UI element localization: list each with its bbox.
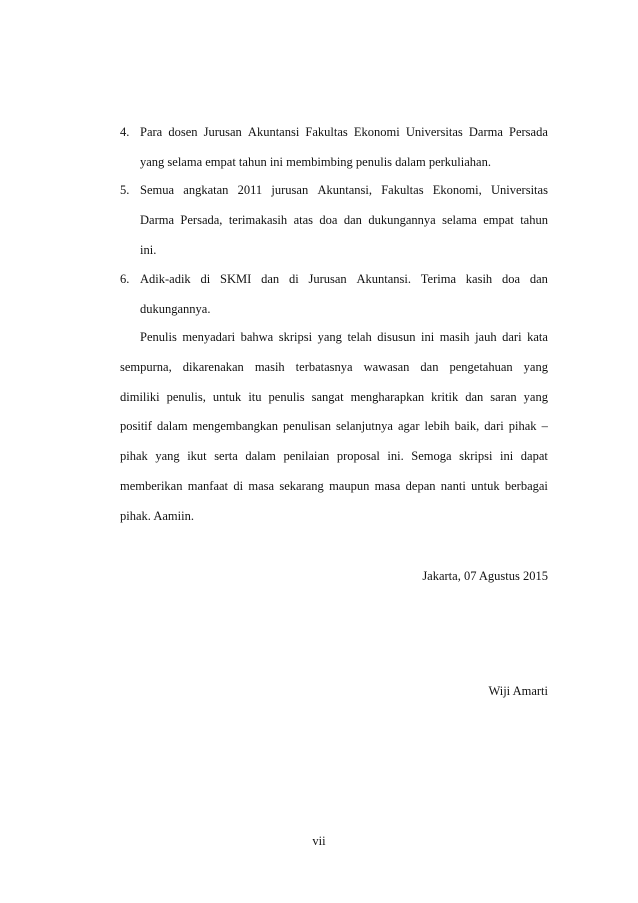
word: selanjutnya bbox=[336, 419, 393, 433]
word: Semoga bbox=[411, 449, 452, 463]
list-number: 6. bbox=[120, 272, 130, 286]
word: Fakultas bbox=[305, 125, 348, 139]
list-number: 5. bbox=[120, 183, 130, 197]
word: Para bbox=[140, 125, 163, 139]
word: – bbox=[541, 419, 548, 433]
word: nanti bbox=[440, 479, 466, 493]
word: sangat bbox=[311, 390, 344, 404]
word: skripsi bbox=[459, 449, 493, 463]
word: Universitas bbox=[491, 183, 548, 197]
paragraph-line bbox=[120, 359, 548, 375]
word: itu bbox=[248, 390, 262, 404]
word: dapat bbox=[520, 449, 548, 463]
list-line: yang selama empat tahun ini membimbing penulis dalam perkuliahan. bbox=[140, 155, 491, 169]
list-line: ini. bbox=[140, 243, 157, 257]
word: dari bbox=[502, 330, 522, 344]
word: ikut bbox=[187, 449, 207, 463]
paragraph-line bbox=[120, 448, 548, 464]
word: Terima bbox=[420, 272, 456, 286]
word: masih bbox=[254, 360, 285, 374]
word: sempurna, bbox=[120, 360, 172, 374]
word: dan bbox=[465, 390, 484, 404]
word: jurusan bbox=[271, 183, 309, 197]
word: skripsi bbox=[278, 330, 313, 344]
word: telah bbox=[347, 330, 372, 344]
list-line: dukungannya. bbox=[140, 302, 211, 316]
word: disusun bbox=[377, 330, 416, 344]
word: masa bbox=[374, 479, 401, 493]
word: mengharapkan bbox=[350, 390, 425, 404]
word: selama bbox=[442, 213, 477, 227]
word: Adik-adik bbox=[140, 272, 191, 286]
word: doa bbox=[319, 213, 338, 227]
word: dan bbox=[261, 272, 280, 286]
word: menyadari bbox=[182, 330, 236, 344]
signatory-name: Wiji Amarti bbox=[488, 684, 548, 698]
word: doa bbox=[501, 272, 521, 286]
word: Persada bbox=[509, 125, 548, 139]
word: agar bbox=[397, 419, 420, 433]
word: penulisan bbox=[283, 419, 331, 433]
place-date: Jakarta, 07 Agustus 2015 bbox=[422, 569, 548, 583]
word: Universitas bbox=[405, 125, 463, 139]
word: Ekonomi, bbox=[432, 183, 482, 197]
word: Akuntansi bbox=[247, 125, 300, 139]
word: Fakultas bbox=[381, 183, 424, 197]
word: bahwa bbox=[240, 330, 274, 344]
list-line bbox=[140, 124, 548, 140]
word: untuk bbox=[212, 390, 242, 404]
word: dalam bbox=[245, 449, 276, 463]
word: di bbox=[288, 272, 299, 286]
word: Penulis bbox=[140, 330, 177, 344]
word: Jurusan bbox=[203, 125, 242, 139]
word: pihak bbox=[120, 449, 148, 463]
word: pihak bbox=[508, 419, 537, 433]
word: ini bbox=[420, 330, 435, 344]
word: di bbox=[233, 479, 244, 493]
word: penulis bbox=[268, 390, 305, 404]
word: dukungannya bbox=[368, 213, 436, 227]
word: dari bbox=[484, 419, 504, 433]
word: Persada, bbox=[180, 213, 223, 227]
word: wawasan bbox=[363, 360, 410, 374]
word: mengembangkan bbox=[192, 419, 278, 433]
word: angkatan bbox=[183, 183, 229, 197]
word: memberikan bbox=[120, 479, 183, 493]
word: terimakasih bbox=[228, 213, 288, 227]
list-line bbox=[140, 182, 548, 198]
word: SKMI bbox=[220, 272, 252, 286]
word: sekarang bbox=[279, 479, 324, 493]
word: Ekonomi bbox=[353, 125, 400, 139]
word: masih bbox=[439, 330, 470, 344]
paragraph-line bbox=[120, 389, 548, 405]
word: depan bbox=[405, 479, 436, 493]
word: dan bbox=[343, 213, 362, 227]
word: manfaat bbox=[187, 479, 229, 493]
word: berbagai bbox=[504, 479, 548, 493]
paragraph-line bbox=[120, 478, 548, 494]
paragraph-line bbox=[140, 329, 548, 345]
word: 2011 bbox=[237, 183, 263, 197]
word: kritik bbox=[431, 390, 459, 404]
word: Akuntansi, bbox=[317, 183, 372, 197]
word: yang bbox=[317, 330, 342, 344]
word: penulis, bbox=[166, 390, 206, 404]
word: Jurusan bbox=[308, 272, 347, 286]
word: dan bbox=[420, 360, 439, 374]
word: terbatasnya bbox=[295, 360, 353, 374]
word: yang bbox=[523, 390, 548, 404]
word: proposal bbox=[336, 449, 380, 463]
word: kasih bbox=[465, 272, 493, 286]
word: baik, bbox=[454, 419, 480, 433]
paragraph-line: pihak. Aamiin. bbox=[120, 509, 194, 523]
word: yang bbox=[523, 360, 548, 374]
word: dosen bbox=[168, 125, 198, 139]
word: serta bbox=[214, 449, 238, 463]
word: untuk bbox=[471, 479, 500, 493]
list-line bbox=[140, 271, 548, 287]
word: saran bbox=[490, 390, 517, 404]
word: positif bbox=[120, 419, 152, 433]
word: ini bbox=[500, 449, 514, 463]
list-number: 4. bbox=[120, 125, 130, 139]
word: empat bbox=[483, 213, 514, 227]
word: ini. bbox=[387, 449, 404, 463]
word: atas bbox=[293, 213, 313, 227]
word: masa bbox=[248, 479, 275, 493]
word: di bbox=[200, 272, 211, 286]
word: yang bbox=[155, 449, 180, 463]
word: dan bbox=[529, 272, 548, 286]
word: Darma bbox=[140, 213, 175, 227]
word: dimiliki bbox=[120, 390, 160, 404]
word: Semua bbox=[140, 183, 175, 197]
word: penilaian bbox=[283, 449, 330, 463]
list-line bbox=[140, 212, 548, 228]
paragraph-line bbox=[120, 418, 548, 434]
word: Darma bbox=[468, 125, 503, 139]
word: jauh bbox=[475, 330, 497, 344]
word: kata bbox=[527, 330, 548, 344]
word: maupun bbox=[329, 479, 370, 493]
page-number: vii bbox=[312, 834, 326, 848]
word: pengetahuan bbox=[449, 360, 513, 374]
word: tahun bbox=[520, 213, 548, 227]
word: dalam bbox=[157, 419, 188, 433]
word: lebih bbox=[424, 419, 450, 433]
word: Akuntansi. bbox=[356, 272, 411, 286]
word: dikarenakan bbox=[182, 360, 244, 374]
